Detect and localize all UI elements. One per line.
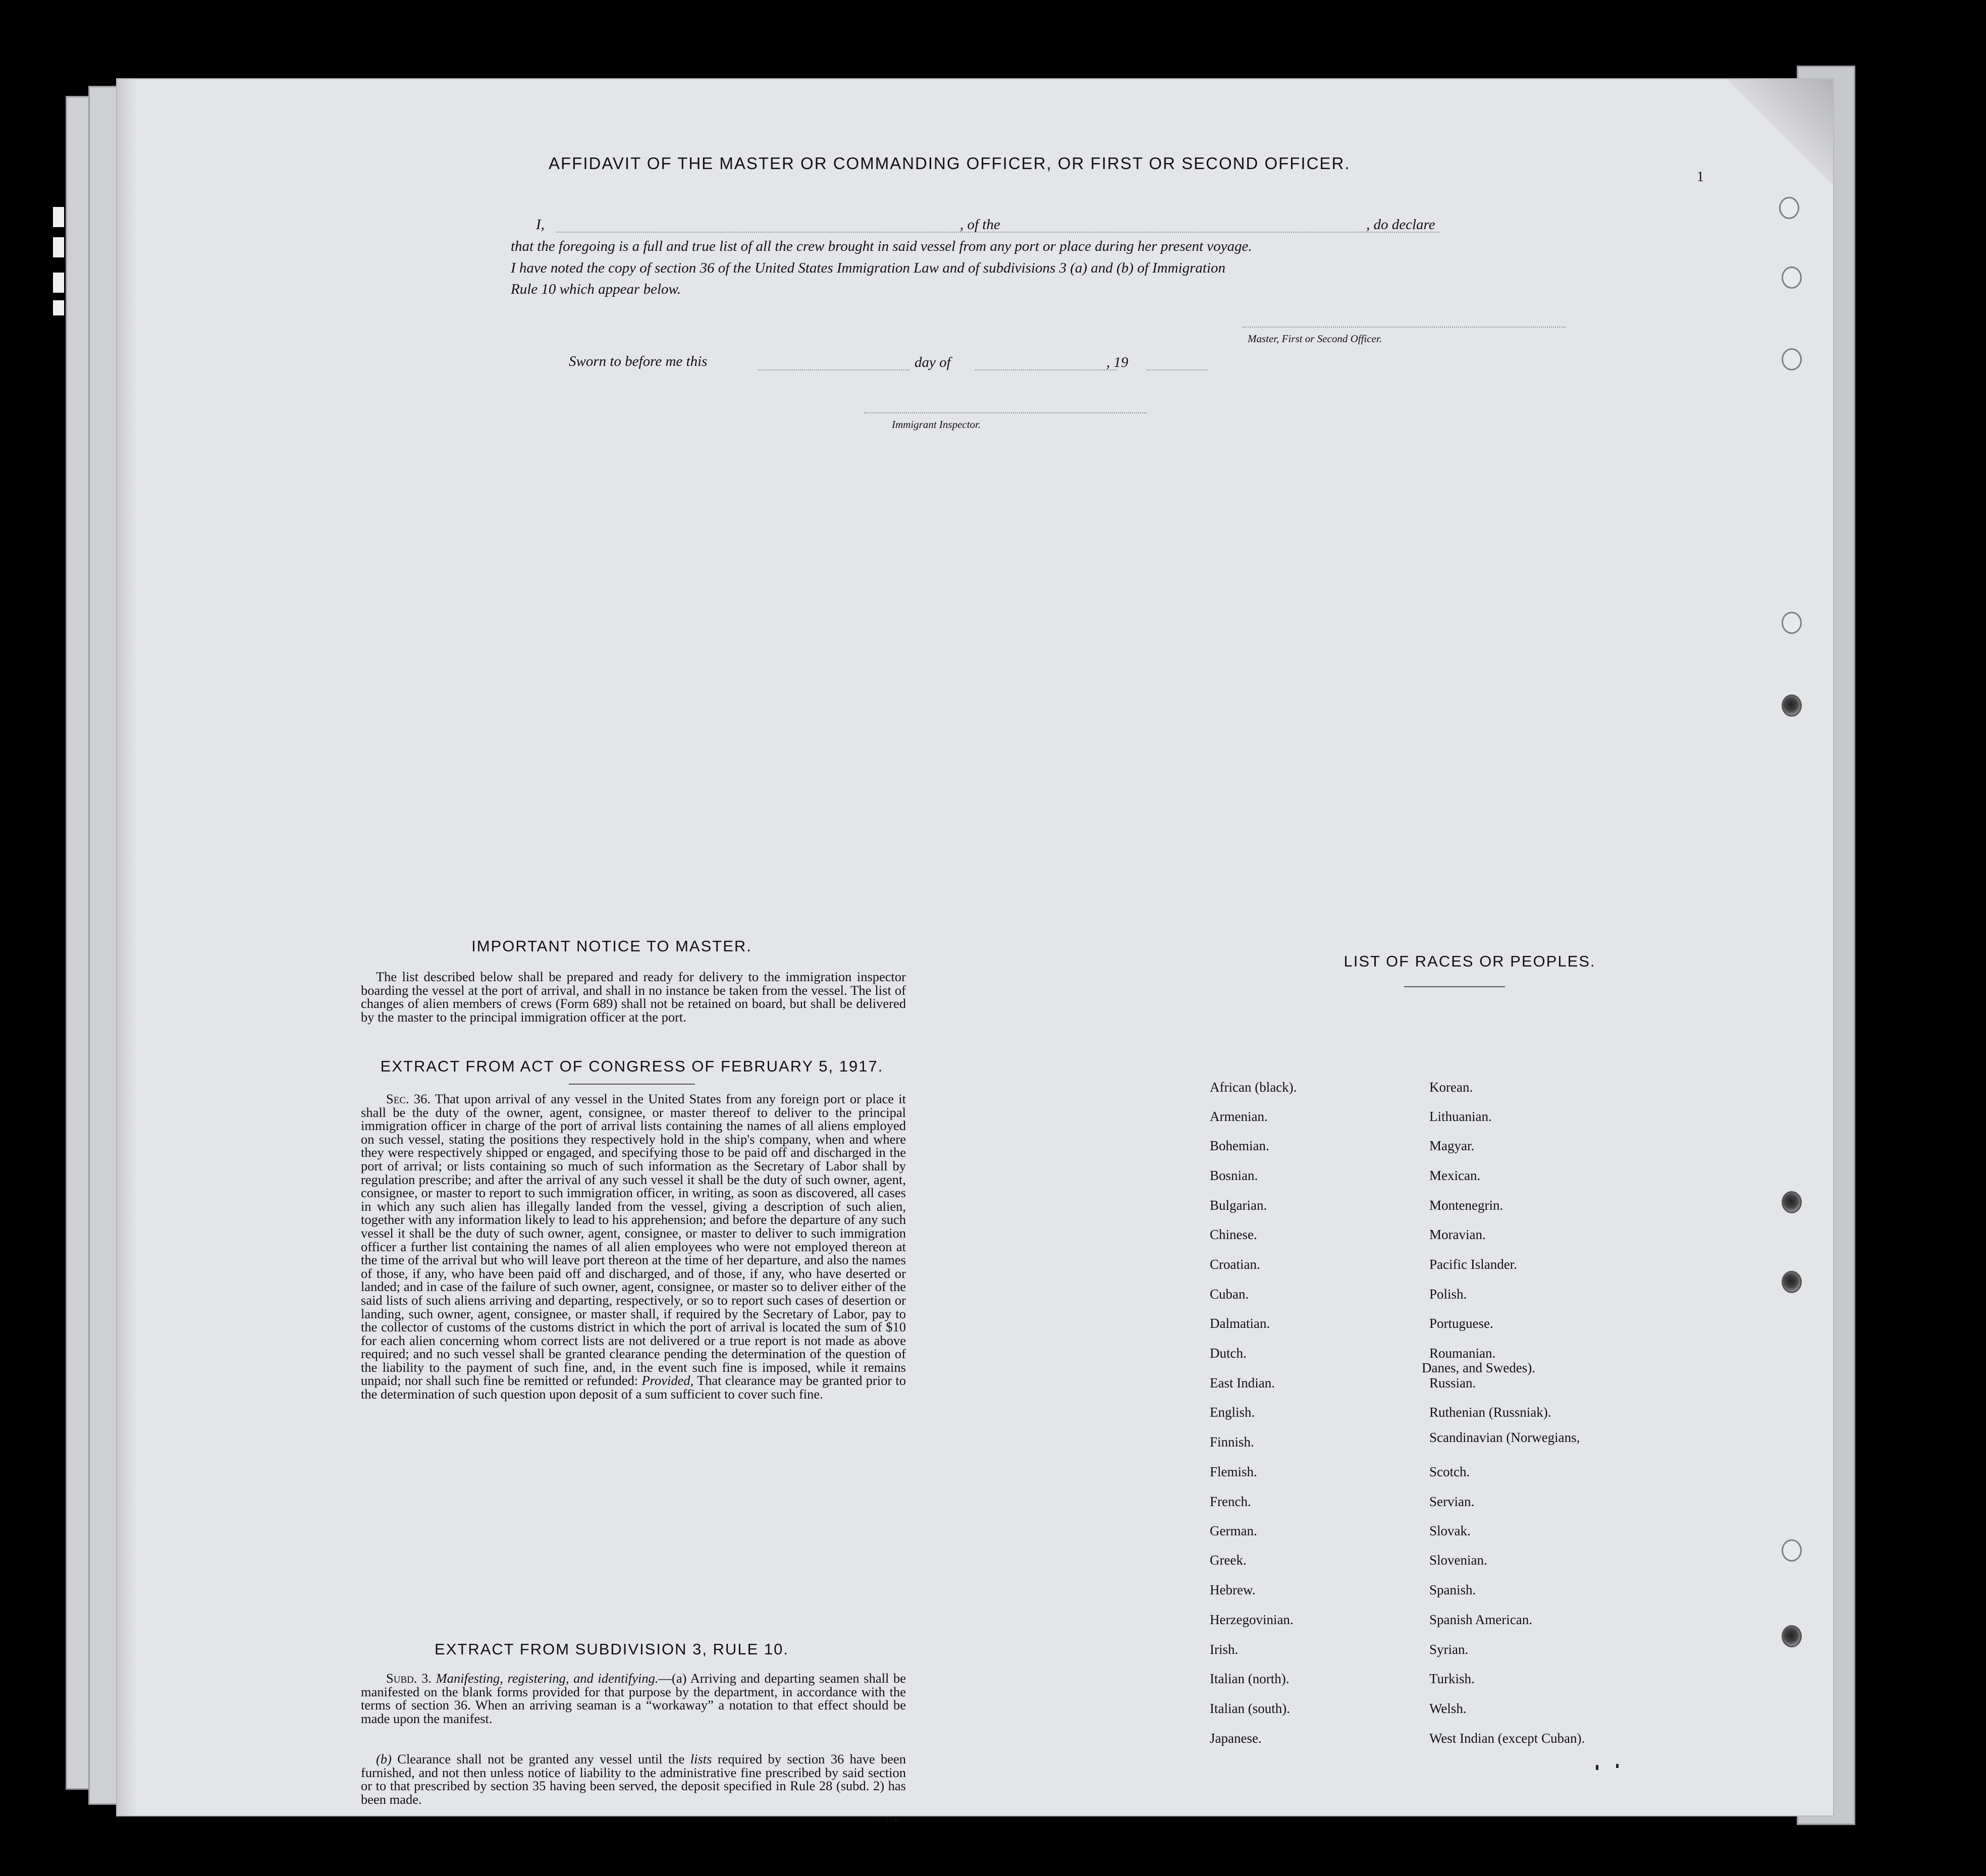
year-label: , 19 [1106,354,1129,370]
para-b-lists: lists [690,1751,712,1766]
binder-hole [1782,612,1802,634]
subd-para-a: —(a) Arriving and departing seamen shall be manifested on the blank forms provided for that purpose by the department, in accordance with the terms of section 36. When an arriving seaman is a “workaway” a notation to that effect should be made upon the manifest. [361,1671,906,1726]
para-b-text-1: Clearance shall not be granted any vessel until the [397,1751,685,1766]
race-col-2-item: Ruthenian (Russniak). [1429,1405,1551,1420]
act-extract-heading: EXTRACT FROM ACT OF CONGRESS OF FEBRUARY 5, 1917. [380,1057,884,1075]
sworn-month-line [975,369,1116,370]
act-extract-text [361,1092,906,1401]
inspector-signature-line [864,412,1147,413]
master-signature-label: Master, First or Second Officer. [1248,333,1382,345]
race-col-1-item: English. [1210,1405,1255,1420]
race-col-1-item: African (black). [1210,1080,1297,1095]
sheet-shadow [117,79,137,1815]
para-b-label: (b) [376,1751,392,1766]
race-col-2-item: Lithuanian. [1429,1109,1492,1124]
binding-mark [53,273,64,293]
inspector-label: Immigrant Inspector. [892,418,981,431]
sworn-year-line [1147,369,1207,370]
race-col-2-item: Welsh. [1429,1701,1467,1716]
act-heading-rule [569,1084,695,1085]
rule-extract-b [361,1752,906,1806]
affidavit-declare-label: , do declare [1366,217,1435,233]
notice-paragraph: The list described below shall be prepared and ready for delivery to the immigration inspector boarding the vessel at the port of arrival, and shall in no instance be taken from the vessel. The list of changes of alien members of crews (Form 689) shall not be retained on board, but shall be delivered by the master to the principal immigration officer at the port. [361,969,906,1025]
binder-hole [1782,266,1802,289]
notice-heading: IMPORTANT NOTICE TO MASTER. [471,937,752,955]
binding-mark [53,300,64,315]
notice-text [361,970,906,1024]
binder-hole [1782,694,1802,717]
race-col-1-item: Bulgarian. [1210,1198,1267,1213]
race-col-2-item: Syrian. [1429,1642,1469,1657]
race-col-1-item: French. [1210,1494,1251,1509]
race-col-1-item: Flemish. [1210,1464,1257,1479]
race-col-2-item: Scotch. [1429,1464,1470,1479]
race-col-2-item: Portuguese. [1429,1316,1493,1331]
race-col-1-item: Hebrew. [1210,1582,1256,1597]
race-col-1-item: Armenian. [1210,1109,1268,1124]
section-label: Sec. 36. [386,1091,431,1106]
race-col-2-item: Russian. [1429,1375,1476,1390]
master-signature-line [1243,327,1566,328]
race-col-1-item: Croatian. [1210,1257,1260,1272]
race-col-1-item: Chinese. [1210,1227,1257,1242]
race-col-2-item: Montenegrin. [1429,1198,1504,1213]
race-col-2-item: Servian. [1429,1494,1475,1509]
affidavit-line-1: that the foregoing is a full and true list of all the crew brought in said vessel from any port or place during her present voyage. [511,238,1252,254]
race-col-1-item: Dutch. [1210,1346,1247,1361]
race-col-1-item: Cuban. [1210,1287,1249,1302]
binding-mark [53,207,64,227]
binder-hole [1782,348,1802,370]
race-col-2-item: Spanish. [1429,1582,1476,1597]
provided-label: Provided, [641,1373,694,1388]
binder-hole [1782,1191,1802,1213]
race-col-1-item: German. [1210,1523,1257,1538]
race-col-1-item: East Indian. [1210,1375,1275,1390]
binding-mark [53,237,64,257]
race-col-2-item: Spanish American. [1429,1612,1532,1627]
subd-label: Subd. 3. [386,1671,432,1686]
race-col-1-item: Irish. [1210,1642,1239,1657]
race-col-1-item: Italian (south). [1210,1701,1290,1716]
subd-title: Manifesting, registering, and identifying. [436,1671,659,1686]
affidavit-i-label: I, [536,217,545,233]
race-col-2-item: Slovenian. [1429,1552,1487,1568]
race-col-2-item: Pacific Islander. [1429,1257,1517,1272]
stray-mark [1616,1764,1619,1768]
race-col-2-item: Moravian. [1429,1227,1486,1242]
race-col-2-item: Mexican. [1429,1168,1481,1183]
race-scandinavian-continuation: Danes, and Swedes). [1422,1360,1535,1375]
race-col-1-item: Greek. [1210,1552,1247,1568]
affidavit-of-the-label: , of the [960,217,1000,233]
race-col-1-item: Bohemian. [1210,1138,1269,1153]
race-col-2-item: Magyar. [1429,1138,1475,1153]
rule-extract-heading: EXTRACT FROM SUBDIVISION 3, RULE 10. [435,1640,789,1658]
para-b-text-2: required by section 36 have been furnished, and not then unless notice of liability to the administrative fine prescribed by said section or to that prescribed by section 35 having been served, the deposit specified in Rule 28 (subd. 2) has been made. [361,1751,906,1807]
binder-hole [1782,1539,1802,1562]
race-col-1-item: Herzegovinian. [1210,1612,1294,1627]
race-col-2-item: Roumanian. [1429,1346,1496,1361]
binder-hole [1782,1271,1802,1293]
form-sheet [116,78,1834,1824]
sworn-label: Sworn to before me this [569,353,708,369]
race-col-2-item: West Indian (except Cuban). [1429,1731,1585,1746]
sworn-day-line [758,369,909,370]
race-col-2-item: Korean. [1429,1080,1473,1095]
races-heading-rule [1404,986,1505,987]
races-heading: LIST OF RACES OR PEOPLES. [1344,952,1596,970]
race-col-2-item: Scandinavian (Norwegians, [1429,1430,1580,1445]
margin-mark: 1 [1697,169,1704,185]
race-col-2-item: Polish. [1429,1287,1467,1302]
race-col-2-item: Turkish. [1429,1671,1475,1686]
race-col-1-item: Dalmatian. [1210,1316,1270,1331]
affidavit-line-2: I have noted the copy of section 36 of the United States Immigration Law and of subdivisions 3 (a) and (b) of Immigration [511,260,1226,276]
affidavit-line-3: Rule 10 which appear below. [511,281,681,297]
form-number: 14—1240 [872,1816,900,1824]
affidavit-title: AFFIDAVIT OF THE MASTER OR COMMANDING OFFICER, OR FIRST OR SECOND OFFICER. [549,154,1351,173]
race-col-2-item: Slovak. [1429,1523,1471,1538]
rule-extract-a [361,1672,906,1725]
folded-corner [1712,79,1833,190]
binder-hole [1782,1625,1802,1647]
binder-hole [1779,197,1799,219]
section-36-end: That clearance may be granted prior to the determination of such question upon deposit of a sum sufficient to cover such fine. [361,1373,906,1402]
race-col-1-item: Finnish. [1210,1434,1254,1450]
race-col-1-item: Italian (north). [1210,1671,1290,1686]
section-36-body: That upon arrival of any vessel in the United States from any foreign port or place it shall be the duty of the owner, agent, consignee, or master thereof to deliver to the principal immigration officer in charge of the port of arrival lists containing the names of all aliens employed on such vessel, stating the positions they respectively hold in the ship's company, when and where they were respectively shipped or engaged, and specifying those to be paid off and discharged in the port of arrival; or lists containing so much of such information as the Secretary of Labor shall by regulation prescribe; and after the arrival of any such vessel it shall be the duty of such owner, agent, consignee, or master to report to such immigration officer, in writing, as soon as discovered, all cases in which any such alien has illegally landed from the vessel, giving a description of such alien, together with any information likely to lead to his apprehension; and before the departure of any such vessel it shall be the duty of such owner, agent, consignee, or master to deliver to such immigration officer a further list containing the names of all alien employees who were not employed thereon at the time of the arrival but who will leave port thereon at the time of her departure, and also the names of those, if any, who have been paid off and discharged, and of those, if any, who have deserted or landed; and in case of the failure of such owner, agent, consignee, or master so to deliver either of the said lists of such aliens arriving and departing, respectively, or so to report such cases of desertion or landing, such owner, agent, consignee, or master shall, if required by the Secretary of Labor, pay to the collector of customs of the customs district in which the port of arrival is located the sum of $10 for each alien concerning whom correct lists are not delivered or a true report is not made as above required; and no such vessel shall be granted clearance pending the determination of the question of the liability to the payment of such fine, and, in the event such fine is imposed, while it remains unpaid; nor shall such fine be remitted or refunded: [361,1091,906,1388]
stray-mark [1596,1765,1598,1770]
race-col-1-item: Japanese. [1210,1731,1262,1746]
day-of-label: day of [915,354,951,370]
race-col-1-item: Bosnian. [1210,1168,1258,1183]
